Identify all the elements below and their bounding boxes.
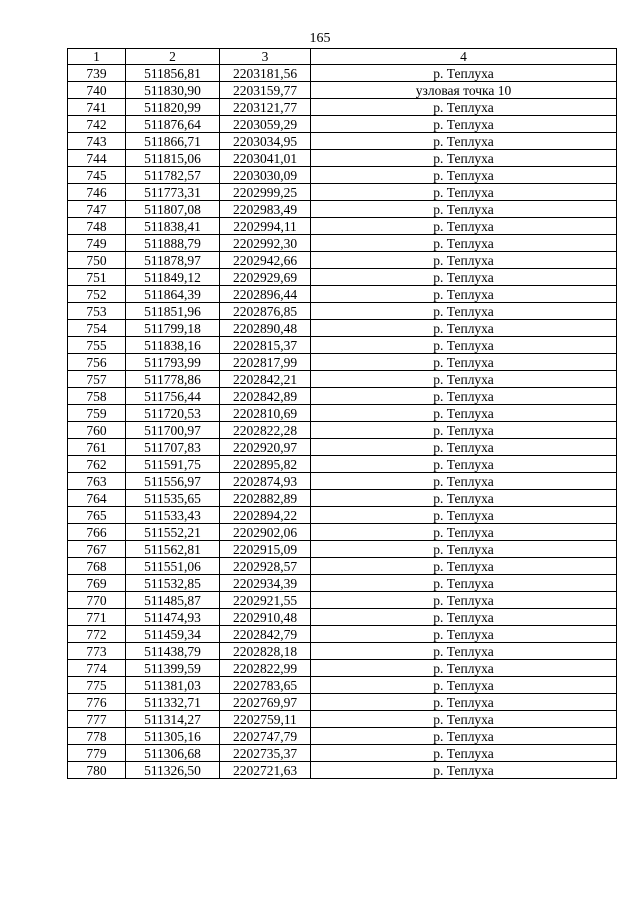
table-body (68, 65, 617, 779)
x-coordinate-cell: 511830,90 (126, 82, 220, 99)
description-cell: р. Теплуха (311, 592, 617, 609)
y-coordinate-cell: 2202783,65 (220, 677, 311, 694)
y-coordinate-cell: 2202999,25 (220, 184, 311, 201)
x-coordinate-cell: 511838,16 (126, 337, 220, 354)
table-row (68, 660, 617, 677)
point-number-cell: 746 (68, 184, 126, 201)
x-coordinate-cell: 511551,06 (126, 558, 220, 575)
description-cell: р. Теплуха (311, 439, 617, 456)
y-coordinate-cell: 2202828,18 (220, 643, 311, 660)
y-coordinate-cell: 2202902,06 (220, 524, 311, 541)
header-row (68, 49, 617, 65)
point-number-cell: 771 (68, 609, 126, 626)
x-coordinate-cell: 511700,97 (126, 422, 220, 439)
description-cell: р. Теплуха (311, 252, 617, 269)
description-cell: р. Теплуха (311, 524, 617, 541)
description-cell: р. Теплуха (311, 99, 617, 116)
table-row (68, 524, 617, 541)
x-coordinate-cell: 511782,57 (126, 167, 220, 184)
y-coordinate-cell: 2202817,99 (220, 354, 311, 371)
y-coordinate-cell: 2202894,22 (220, 507, 311, 524)
point-number-cell: 779 (68, 745, 126, 762)
point-number-cell: 742 (68, 116, 126, 133)
x-coordinate-cell: 511305,16 (126, 728, 220, 745)
point-number-cell: 764 (68, 490, 126, 507)
point-number-cell: 757 (68, 371, 126, 388)
point-number-cell: 775 (68, 677, 126, 694)
y-coordinate-cell: 2202983,49 (220, 201, 311, 218)
table-row (68, 626, 617, 643)
table-row (68, 167, 617, 184)
description-cell: р. Теплуха (311, 677, 617, 694)
y-coordinate-cell: 2202934,39 (220, 575, 311, 592)
description-cell: р. Теплуха (311, 167, 617, 184)
y-coordinate-cell: 2202721,63 (220, 762, 311, 779)
table-row (68, 575, 617, 592)
y-coordinate-cell: 2202747,79 (220, 728, 311, 745)
table-row (68, 728, 617, 745)
y-coordinate-cell: 2202815,37 (220, 337, 311, 354)
x-coordinate-cell: 511535,65 (126, 490, 220, 507)
x-coordinate-cell: 511326,50 (126, 762, 220, 779)
coordinates-table (67, 48, 617, 779)
y-coordinate-cell: 2202882,89 (220, 490, 311, 507)
point-number-cell: 766 (68, 524, 126, 541)
y-coordinate-cell: 2202895,82 (220, 456, 311, 473)
y-coordinate-cell: 2202842,79 (220, 626, 311, 643)
point-number-cell: 759 (68, 405, 126, 422)
x-coordinate-cell: 511866,71 (126, 133, 220, 150)
table-row (68, 303, 617, 320)
x-coordinate-cell: 511799,18 (126, 320, 220, 337)
x-coordinate-cell: 511793,99 (126, 354, 220, 371)
table-row (68, 65, 617, 82)
y-coordinate-cell: 2202876,85 (220, 303, 311, 320)
description-cell: р. Теплуха (311, 371, 617, 388)
table-header (68, 49, 617, 65)
point-number-cell: 760 (68, 422, 126, 439)
point-number-cell: 753 (68, 303, 126, 320)
y-coordinate-cell: 2202842,89 (220, 388, 311, 405)
y-coordinate-cell: 2202942,66 (220, 252, 311, 269)
description-cell: р. Теплуха (311, 558, 617, 575)
description-cell: узловая точка 10 (311, 82, 617, 99)
x-coordinate-cell: 511773,31 (126, 184, 220, 201)
point-number-cell: 758 (68, 388, 126, 405)
y-coordinate-cell: 2202921,55 (220, 592, 311, 609)
x-coordinate-cell: 511532,85 (126, 575, 220, 592)
table-row (68, 677, 617, 694)
table-row (68, 201, 617, 218)
x-coordinate-cell: 511807,08 (126, 201, 220, 218)
table-row (68, 745, 617, 762)
table-row (68, 592, 617, 609)
point-number-cell: 756 (68, 354, 126, 371)
point-number-cell: 780 (68, 762, 126, 779)
description-cell: р. Теплуха (311, 711, 617, 728)
x-coordinate-cell: 511332,71 (126, 694, 220, 711)
y-coordinate-cell: 2203034,95 (220, 133, 311, 150)
description-cell: р. Теплуха (311, 405, 617, 422)
x-coordinate-cell: 511878,97 (126, 252, 220, 269)
description-cell: р. Теплуха (311, 609, 617, 626)
x-coordinate-cell: 511562,81 (126, 541, 220, 558)
y-coordinate-cell: 2202890,48 (220, 320, 311, 337)
point-number-cell: 740 (68, 82, 126, 99)
point-number-cell: 739 (68, 65, 126, 82)
x-coordinate-cell: 511314,27 (126, 711, 220, 728)
point-number-cell: 748 (68, 218, 126, 235)
table-row (68, 320, 617, 337)
point-number-cell: 745 (68, 167, 126, 184)
x-coordinate-cell: 511720,53 (126, 405, 220, 422)
description-cell: р. Теплуха (311, 490, 617, 507)
y-coordinate-cell: 2203030,09 (220, 167, 311, 184)
description-cell: р. Теплуха (311, 150, 617, 167)
table-row (68, 762, 617, 779)
x-coordinate-cell: 511778,86 (126, 371, 220, 388)
table-row (68, 184, 617, 201)
column-header-3: 3 (220, 49, 311, 65)
description-cell: р. Теплуха (311, 456, 617, 473)
table-row (68, 456, 617, 473)
y-coordinate-cell: 2202994,11 (220, 218, 311, 235)
description-cell: р. Теплуха (311, 218, 617, 235)
x-coordinate-cell: 511438,79 (126, 643, 220, 660)
description-cell: р. Теплуха (311, 201, 617, 218)
x-coordinate-cell: 511552,21 (126, 524, 220, 541)
table-row (68, 490, 617, 507)
table-row (68, 507, 617, 524)
description-cell: р. Теплуха (311, 337, 617, 354)
point-number-cell: 744 (68, 150, 126, 167)
point-number-cell: 767 (68, 541, 126, 558)
description-cell: р. Теплуха (311, 303, 617, 320)
point-number-cell: 768 (68, 558, 126, 575)
y-coordinate-cell: 2202759,11 (220, 711, 311, 728)
column-header-2: 2 (126, 49, 220, 65)
point-number-cell: 747 (68, 201, 126, 218)
y-coordinate-cell: 2202874,93 (220, 473, 311, 490)
description-cell: р. Теплуха (311, 745, 617, 762)
description-cell: р. Теплуха (311, 660, 617, 677)
x-coordinate-cell: 511849,12 (126, 269, 220, 286)
y-coordinate-cell: 2202842,21 (220, 371, 311, 388)
point-number-cell: 741 (68, 99, 126, 116)
x-coordinate-cell: 511459,34 (126, 626, 220, 643)
description-cell: р. Теплуха (311, 575, 617, 592)
description-cell: р. Теплуха (311, 269, 617, 286)
y-coordinate-cell: 2202929,69 (220, 269, 311, 286)
table-row (68, 473, 617, 490)
y-coordinate-cell: 2203181,56 (220, 65, 311, 82)
description-cell: р. Теплуха (311, 184, 617, 201)
table-row (68, 286, 617, 303)
point-number-cell: 772 (68, 626, 126, 643)
y-coordinate-cell: 2202896,44 (220, 286, 311, 303)
description-cell: р. Теплуха (311, 473, 617, 490)
y-coordinate-cell: 2202822,99 (220, 660, 311, 677)
description-cell: р. Теплуха (311, 694, 617, 711)
y-coordinate-cell: 2202915,09 (220, 541, 311, 558)
x-coordinate-cell: 511851,96 (126, 303, 220, 320)
table-row (68, 439, 617, 456)
table-row (68, 116, 617, 133)
point-number-cell: 778 (68, 728, 126, 745)
x-coordinate-cell: 511485,87 (126, 592, 220, 609)
y-coordinate-cell: 2202928,57 (220, 558, 311, 575)
table-row (68, 711, 617, 728)
point-number-cell: 751 (68, 269, 126, 286)
x-coordinate-cell: 511838,41 (126, 218, 220, 235)
table-row (68, 371, 617, 388)
description-cell: р. Теплуха (311, 626, 617, 643)
x-coordinate-cell: 511381,03 (126, 677, 220, 694)
x-coordinate-cell: 511820,99 (126, 99, 220, 116)
point-number-cell: 769 (68, 575, 126, 592)
table-row (68, 558, 617, 575)
point-number-cell: 777 (68, 711, 126, 728)
x-coordinate-cell: 511856,81 (126, 65, 220, 82)
page-number: 165 (309, 31, 331, 46)
table-row (68, 235, 617, 252)
x-coordinate-cell: 511876,64 (126, 116, 220, 133)
y-coordinate-cell: 2202992,30 (220, 235, 311, 252)
table-row (68, 541, 617, 558)
description-cell: р. Теплуха (311, 354, 617, 371)
description-cell: р. Теплуха (311, 133, 617, 150)
description-cell: р. Теплуха (311, 422, 617, 439)
y-coordinate-cell: 2202920,97 (220, 439, 311, 456)
x-coordinate-cell: 511399,59 (126, 660, 220, 677)
table-row (68, 150, 617, 167)
table-row (68, 133, 617, 150)
table-row (68, 643, 617, 660)
point-number-cell: 763 (68, 473, 126, 490)
point-number-cell: 773 (68, 643, 126, 660)
y-coordinate-cell: 2203159,77 (220, 82, 311, 99)
table-row (68, 252, 617, 269)
table-row (68, 337, 617, 354)
description-cell: р. Теплуха (311, 762, 617, 779)
description-cell: р. Теплуха (311, 235, 617, 252)
table-row (68, 694, 617, 711)
description-cell: р. Теплуха (311, 320, 617, 337)
point-number-cell: 761 (68, 439, 126, 456)
x-coordinate-cell: 511864,39 (126, 286, 220, 303)
y-coordinate-cell: 2202910,48 (220, 609, 311, 626)
description-cell: р. Теплуха (311, 643, 617, 660)
table-row (68, 609, 617, 626)
x-coordinate-cell: 511556,97 (126, 473, 220, 490)
table-row (68, 218, 617, 235)
y-coordinate-cell: 2203041,01 (220, 150, 311, 167)
description-cell: р. Теплуха (311, 116, 617, 133)
table-row (68, 99, 617, 116)
y-coordinate-cell: 2202769,97 (220, 694, 311, 711)
description-cell: р. Теплуха (311, 286, 617, 303)
table-row (68, 269, 617, 286)
column-header-4: 4 (311, 49, 617, 65)
table-row (68, 82, 617, 99)
y-coordinate-cell: 2202822,28 (220, 422, 311, 439)
point-number-cell: 755 (68, 337, 126, 354)
description-cell: р. Теплуха (311, 541, 617, 558)
x-coordinate-cell: 511707,83 (126, 439, 220, 456)
table-row (68, 405, 617, 422)
table-row (68, 422, 617, 439)
point-number-cell: 774 (68, 660, 126, 677)
x-coordinate-cell: 511756,44 (126, 388, 220, 405)
point-number-cell: 750 (68, 252, 126, 269)
point-number-cell: 743 (68, 133, 126, 150)
point-number-cell: 762 (68, 456, 126, 473)
y-coordinate-cell: 2202735,37 (220, 745, 311, 762)
x-coordinate-cell: 511474,93 (126, 609, 220, 626)
table-row (68, 354, 617, 371)
point-number-cell: 749 (68, 235, 126, 252)
description-cell: р. Теплуха (311, 507, 617, 524)
point-number-cell: 754 (68, 320, 126, 337)
description-cell: р. Теплуха (311, 728, 617, 745)
point-number-cell: 776 (68, 694, 126, 711)
x-coordinate-cell: 511533,43 (126, 507, 220, 524)
column-header-1: 1 (68, 49, 126, 65)
x-coordinate-cell: 511306,68 (126, 745, 220, 762)
table-row (68, 388, 617, 405)
x-coordinate-cell: 511591,75 (126, 456, 220, 473)
point-number-cell: 752 (68, 286, 126, 303)
x-coordinate-cell: 511888,79 (126, 235, 220, 252)
description-cell: р. Теплуха (311, 65, 617, 82)
point-number-cell: 770 (68, 592, 126, 609)
y-coordinate-cell: 2203121,77 (220, 99, 311, 116)
point-number-cell: 765 (68, 507, 126, 524)
y-coordinate-cell: 2203059,29 (220, 116, 311, 133)
y-coordinate-cell: 2202810,69 (220, 405, 311, 422)
description-cell: р. Теплуха (311, 388, 617, 405)
x-coordinate-cell: 511815,06 (126, 150, 220, 167)
